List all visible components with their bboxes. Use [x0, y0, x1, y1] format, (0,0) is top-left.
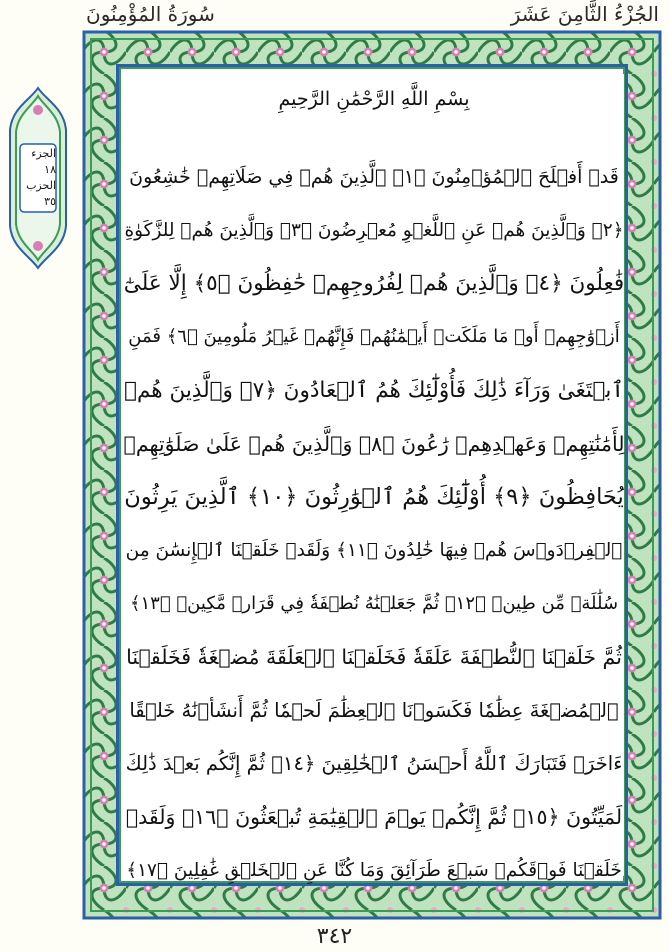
- verse-line: ءَاخَرَۚ فَتَبَارَكَ ٱللَّهُ أَحۡسَنُ ٱلۡخَٰلِقِينَ ﴿١٤﴾ ثُمَّ إِنَّكُم بَعۡدَ ذَٰلِكَ: [125, 752, 623, 776]
- verse-line: ٱبۡتَغَىٰ وَرَآءَ ذَٰلِكَ فَأُوْلَٰٓئِكَ هُمُ ٱلۡعَادُونَ ﴿٧﴾ وَٱلَّذِينَ هُمۡ: [124, 377, 624, 403]
- verse-line: يُحَافِظُونَ ﴿٩﴾ أُوْلَٰٓئِكَ هُمُ ٱلۡوَٰرِثُونَ ﴿١٠﴾ ٱلَّذِينَ يَرِثُونَ: [124, 484, 624, 511]
- basmala: بِسْمِ اللَّهِ الرَّحْمَٰنِ الرَّحِيمِ: [278, 88, 470, 110]
- verse-line: لِأَمَٰنَٰتِهِمۡ وَعَهۡدِهِمۡ رَٰعُونَ ﴿٨﴾ وَٱلَّذِينَ هُمۡ عَلَىٰ صَلَوَٰتِهِمۡ: [123, 431, 625, 456]
- verse-line: قَدۡ أَفۡلَحَ ٱلۡمُؤۡمِنُونَ ﴿١﴾ ٱلَّذِينَ هُمۡ فِي صَلَاتِهِمۡ خَٰشِعُونَ: [129, 165, 619, 188]
- juz-hizb-medallion: [6, 86, 70, 270]
- hizb-marker-label: الحزب ٣٥: [26, 179, 56, 208]
- surah-title: سُورَةُ المُؤْمِنُونَ: [86, 2, 215, 26]
- verse-line: لَمَيِّتُونَ ﴿١٥﴾ ثُمَّ إِنَّكُمۡ يَوۡمَ ٱلۡقِيَٰمَةِ تُبۡعَثُونَ ﴿١٦﴾ وَلَقَدۡ: [125, 805, 623, 830]
- verse-line: خَلَقۡنَا فَوۡقَكُمۡ سَبۡعَ طَرَآئِقَ وَمَا كُنَّا عَنِ ٱلۡخَلۡقِ غَٰفِلِينَ ﴿١٧﴾: [126, 860, 622, 882]
- quran-text-panel: [123, 74, 625, 882]
- juz-marker-label: الجزء ١٨: [31, 147, 56, 176]
- verse-line: ثُمَّ خَلَقۡنَا ٱلنُّطۡفَةَ عَلَقَةٗ فَخَلَقۡنَا ٱلۡعَلَقَةَ مُضۡغَةٗ فَخَلَقۡنَا: [126, 645, 622, 670]
- juz-title: الجُزْءُ الثَّامِنَ عَشَرَ: [510, 2, 659, 26]
- verse-line: أَزۡوَٰجِهِمۡ أَوۡ مَا مَلَكَتۡ أَيۡمَٰنُهُمۡ فَإِنَّهُمۡ غَيۡرُ مَلُومِينَ ﴿٦﴾ فَمَنِ: [128, 326, 620, 348]
- verse-line: ﴿٢﴾ وَٱلَّذِينَ هُمۡ عَنِ ٱللَّغۡوِ مُعۡرِضُونَ ﴿٣﴾ وَٱلَّذِينَ هُمۡ لِلزَّكَوٰةِ: [124, 219, 624, 241]
- verse-line: سُلَٰلَةٖ مِّن طِينٖ ﴿١٢﴾ ثُمَّ جَعَلۡنَٰهُ نُطۡفَةٗ فِي قَرَارٖ مَّكِينٖ ﴿١٣﴾: [129, 593, 619, 615]
- page-number: ٣٤٢: [316, 924, 353, 949]
- verse-line: ٱلۡفِرۡدَوۡسَ هُمۡ فِيهَا خَٰلِدُونَ ﴿١١﴾ وَلَقَدۡ خَلَقۡنَا ٱلۡإِنسَٰنَ مِن: [125, 539, 623, 561]
- verse-lines: [124, 150, 624, 897]
- verse-line: ٱلۡمُضۡغَةَ عِظَٰمٗا فَكَسَوۡنَا ٱلۡعِظَٰمَ لَحۡمٗا ثُمَّ أَنشَأۡنَٰهُ خَلۡقًا: [129, 699, 619, 723]
- verse-line: فَٰعِلُونَ ﴿٤﴾ وَٱلَّذِينَ هُمۡ لِفُرُوجِهِمۡ حَٰفِظُونَ ﴿٥﴾ إِلَّا عَلَىٰٓ: [123, 270, 625, 296]
